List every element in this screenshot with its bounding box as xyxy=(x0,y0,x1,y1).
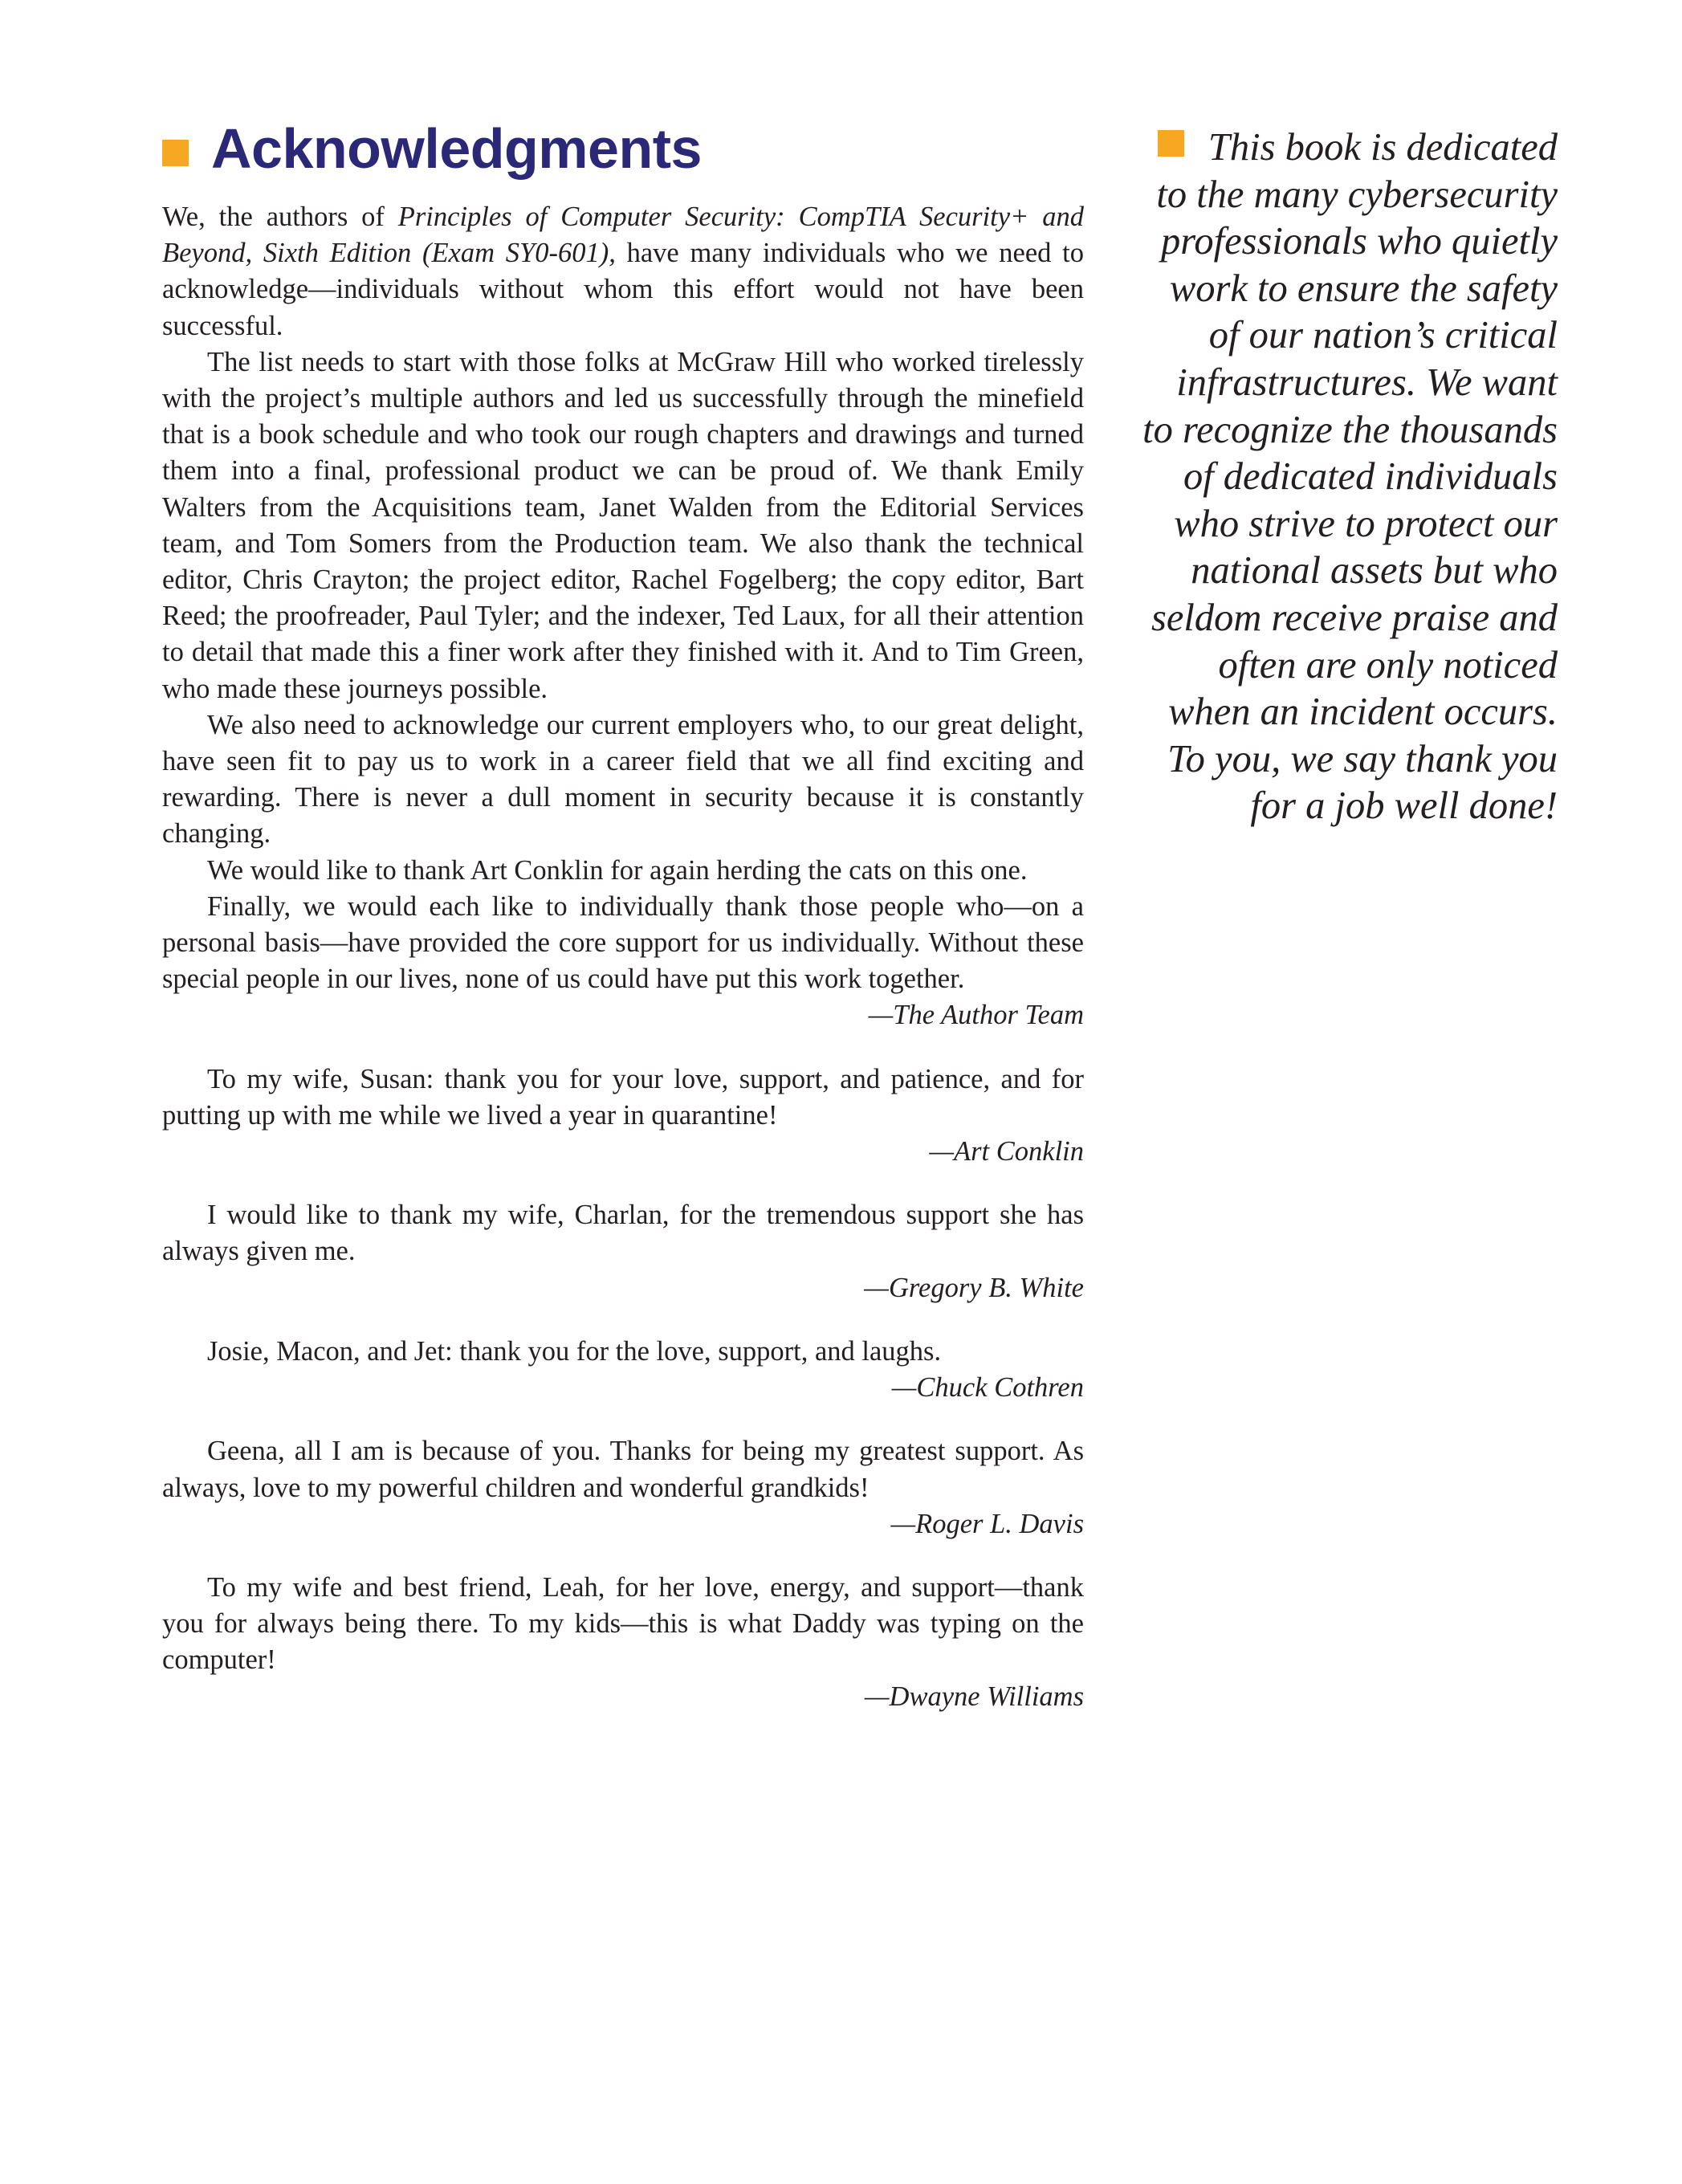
dedication-sidebar xyxy=(1124,124,1558,830)
personal-note-text: Geena, all I am is because of you. Thanks for being my greatest support. As always, love to my powerful children and wonderful grandkids! xyxy=(162,1436,1084,1503)
personal-note-signature: —Gregory B. White xyxy=(864,1272,1084,1303)
dedication-line: often are only noticed xyxy=(1218,643,1558,687)
dedication-line: professionals who quietly xyxy=(1161,220,1558,263)
personal-note xyxy=(162,1334,1084,1370)
paragraph-mcgraw-hill: The list needs to start with those folks at McGraw Hill who worked tirelessly with the project’s multiple authors and led us successfully through the minefield that is a book schedule and who took our rough chapters and drawings and turned them into a final, professional product we can be proud of. We thank Emily Walters from the Acquisitions team, Janet Walden from the Editorial Services team, and Tom Somers from the Production team. We also thank the technical editor, Chris Crayton; the project editor, Rachel Fogelberg; the copy editor, Bart Reed; the proofreader, Paul Tyler; and the indexer, Ted Laux, for all their attention to detail that made this a finer work after they finished with it. And to Tim Green, who made these journeys possible. xyxy=(162,346,1084,704)
dedication-line: when an incident occurs. xyxy=(1168,691,1558,734)
personal-note-signature: —Art Conklin xyxy=(929,1136,1084,1167)
personal-note-signature: —Chuck Cothren xyxy=(891,1372,1084,1404)
personal-note-text: Josie, Macon, and Jet: thank you for the love, support, and laughs. xyxy=(207,1335,942,1367)
personal-note-text: To my wife, Susan: thank you for your love, support, and patience, and for putting up with me while we lived a year in quarantine! xyxy=(162,1063,1084,1131)
intro-post: have many individuals who we need to acknowledge—individuals without whom this effort would not have been successful. xyxy=(162,238,1084,341)
dedication-line: work to ensure the safety xyxy=(1169,267,1558,310)
personal-note-signature: —Roger L. Davis xyxy=(890,1508,1084,1539)
dedication-line: seldom receive praise and xyxy=(1151,596,1558,639)
dedication-line: to recognize the thousands xyxy=(1142,408,1558,451)
intro-paragraph xyxy=(162,199,1084,344)
dedication-line: This book is dedicated xyxy=(1124,124,1558,172)
personal-note-text: I would like to thank my wife, Charlan, for the tremendous support she has always given me. xyxy=(162,1200,1084,1267)
personal-note xyxy=(162,1433,1084,1506)
author-team-signature: —The Author Team xyxy=(868,1000,1084,1031)
dedication-line: national assets but who xyxy=(1191,549,1558,593)
dedication-line: who strive to protect our xyxy=(1174,502,1558,545)
paragraph-art-conklin: We would like to thank Art Conklin for again herding the cats on this one. xyxy=(207,854,1028,886)
orange-square-bullet-icon xyxy=(162,140,189,166)
section-heading xyxy=(162,117,1084,180)
dedication-line: of our nation’s critical xyxy=(1208,314,1558,357)
personal-note-signature: —Dwayne Williams xyxy=(864,1681,1084,1712)
book-title: Principles of Computer Security: CompTIA Security+ and Beyond, Sixth Edition (Exam SY0-601), xyxy=(162,202,1084,269)
orange-square-bullet-icon xyxy=(1158,130,1184,157)
personal-note xyxy=(162,1061,1084,1134)
personal-note-text: To my wife and best friend, Leah, for her love, energy, and support—thank you for always being there. To my kids—this is what Daddy was typing on the computer! xyxy=(162,1571,1084,1676)
dedication-line: infrastructures. We want xyxy=(1176,361,1558,404)
page-title: Acknowledgments xyxy=(211,117,702,180)
paragraph-employers: We also need to acknowledge our current employers who, to our great delight, have seen fit to pay us to work in a career field that we all find exciting and rewarding. There is never a dull moment in security because it is constantly changing. xyxy=(162,709,1084,850)
acknowledgments-body xyxy=(162,199,1084,997)
personal-note xyxy=(162,1570,1084,1679)
personal-note xyxy=(162,1197,1084,1269)
acknowledgments-section xyxy=(162,117,1084,1715)
intro-pre: We, the authors of xyxy=(162,202,398,232)
dedication-line: of dedicated individuals xyxy=(1183,455,1558,499)
dedication-line: to the many cybersecurity xyxy=(1156,173,1558,216)
paragraph-personal-support: Finally, we would each like to individually thank those people who—on a personal basis—have provided the core support for us individually. Without these special people in our lives, none of us could have put this work together. xyxy=(162,890,1084,995)
dedication-line: for a job well done! xyxy=(1250,784,1558,828)
dedication-line: To you, we say thank you xyxy=(1167,737,1558,780)
